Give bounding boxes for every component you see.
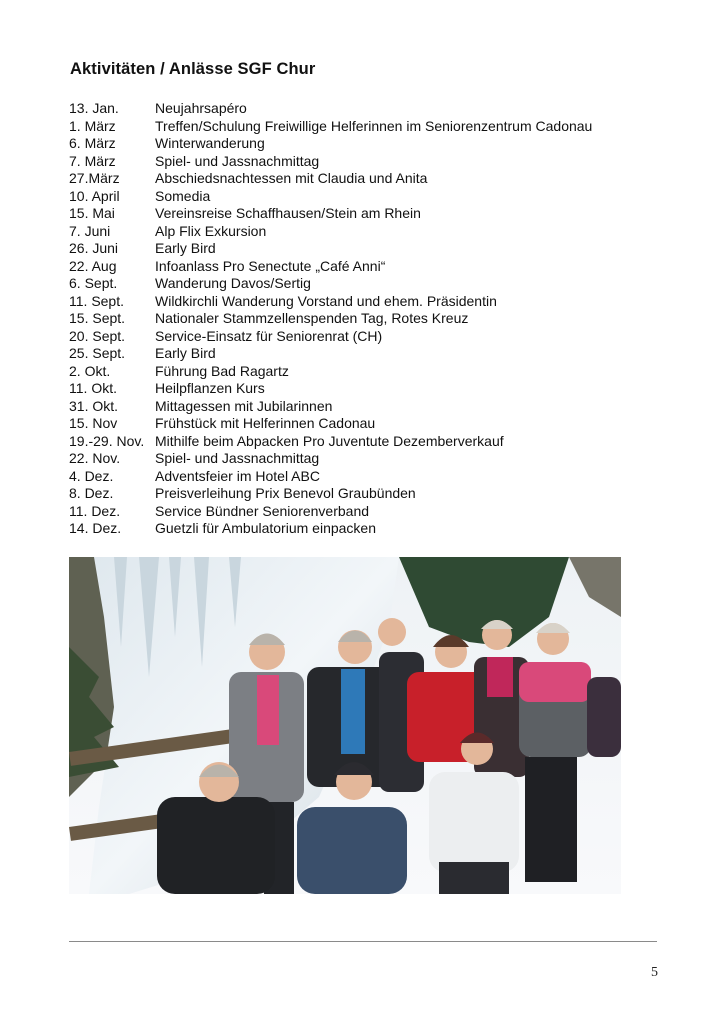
activity-row	[69, 153, 669, 171]
activity-text: Alp Flix Exkursion	[155, 222, 267, 239]
activity-text: Service Bündner Seniorenverband	[155, 502, 370, 519]
activity-text: Frühstück mit Helferinnen Cadonau	[155, 415, 376, 431]
page-number: 5	[651, 965, 658, 980]
activity-row	[69, 468, 669, 486]
activity-date: 7. Juni	[69, 222, 111, 239]
activity-row	[69, 205, 669, 223]
activity-date: 25. Sept.	[69, 345, 126, 361]
activity-date: 11. Sept.	[69, 292, 125, 309]
activity-text: Neujahrsapéro	[155, 100, 247, 116]
activity-text: Adventsfeier im Hotel ABC	[155, 467, 320, 484]
activity-row	[69, 398, 669, 416]
activity-row	[69, 258, 669, 276]
activity-text: Service-Einsatz für Seniorenrat (CH)	[155, 327, 383, 344]
activity-text: Preisverleihung Prix Benevol Graubünden	[155, 485, 416, 501]
activity-date: 14. Dez.	[69, 520, 122, 536]
activity-row	[69, 310, 669, 328]
activity-date: 19.-29. Nov.	[69, 432, 145, 449]
activity-row	[69, 118, 669, 136]
activity-row	[69, 363, 669, 381]
activity-date: 22. Aug	[69, 257, 117, 274]
activity-text: Wildkirchli Wanderung Vorstand und ehem. Präsidentin	[155, 292, 497, 309]
activity-row	[69, 433, 669, 451]
activity-list	[69, 100, 669, 538]
activity-text: Winterwanderung	[155, 135, 265, 151]
activity-date: 10. April	[69, 187, 120, 204]
activity-row	[69, 293, 669, 311]
activity-date: 20. Sept.	[69, 327, 126, 344]
activity-row	[69, 380, 669, 398]
activity-text: Mittagessen mit Jubilarinnen	[155, 397, 333, 414]
activity-date: 15. Nov	[69, 415, 118, 431]
activity-row	[69, 485, 669, 503]
activity-date: 6. Sept.	[69, 275, 118, 291]
footer-divider	[69, 941, 657, 942]
activity-date: 8. Dez.	[69, 485, 114, 501]
activity-text: Early Bird	[155, 345, 216, 361]
activity-text: Spiel- und Jassnachmittag	[155, 450, 320, 466]
activity-date: 31. Okt.	[69, 397, 119, 414]
activity-date: 15. Sept.	[69, 310, 126, 326]
activity-row	[69, 450, 669, 468]
activity-date: 13. Jan.	[69, 100, 119, 116]
activity-text: Guetzli für Ambulatorium einpacken	[155, 520, 376, 536]
activity-date: 22. Nov.	[69, 450, 121, 466]
activity-date: 2. Okt.	[69, 362, 111, 379]
activity-text: Nationaler Stammzellenspenden Tag, Rotes Kreuz	[155, 310, 469, 326]
activity-row	[69, 520, 669, 538]
activity-date: 27.März	[69, 170, 120, 186]
activity-date: 7. März	[69, 152, 116, 169]
activity-row	[69, 170, 669, 188]
activity-date: 15. Mai	[69, 205, 115, 221]
page-title: Aktivitäten / Anlässe SGF Chur	[70, 60, 316, 78]
activity-date: 26. Juni	[69, 240, 119, 256]
activity-row	[69, 188, 669, 206]
activity-row	[69, 135, 669, 153]
activity-row	[69, 240, 669, 258]
activity-text: Somedia	[155, 187, 211, 204]
activity-text: Vereinsreise Schaffhausen/Stein am Rhein	[155, 205, 421, 221]
activity-text: Early Bird	[155, 240, 216, 256]
activity-row	[69, 275, 669, 293]
activity-date: 11. Dez.	[69, 502, 121, 519]
activity-text: Infoanlass Pro Senectute „Café Anni“	[155, 257, 386, 274]
activity-row	[69, 503, 669, 521]
activity-text: Heilpflanzen Kurs	[155, 380, 265, 396]
activity-date: 4. Dez.	[69, 467, 114, 484]
activity-text: Mithilfe beim Abpacken Pro Juventute Dezemberverkauf	[155, 432, 504, 449]
activity-text: Wanderung Davos/Sertig	[155, 275, 311, 291]
activity-text: Treffen/Schulung Freiwillige Helferinnen im Seniorenzentrum Cadonau	[155, 117, 593, 134]
activity-date: 6. März	[69, 135, 116, 151]
activity-row	[69, 345, 669, 363]
activity-text: Abschiedsnachtessen mit Claudia und Anita	[155, 170, 428, 186]
activity-date: 11. Okt.	[69, 380, 117, 396]
activity-row	[69, 223, 669, 241]
group-photo	[69, 557, 621, 894]
activity-date: 1. März	[69, 117, 116, 134]
activity-row	[69, 100, 669, 118]
activity-text: Führung Bad Ragartz	[155, 362, 289, 379]
activity-text: Spiel- und Jassnachmittag	[155, 152, 320, 169]
activity-row	[69, 328, 669, 346]
activity-row	[69, 415, 669, 433]
